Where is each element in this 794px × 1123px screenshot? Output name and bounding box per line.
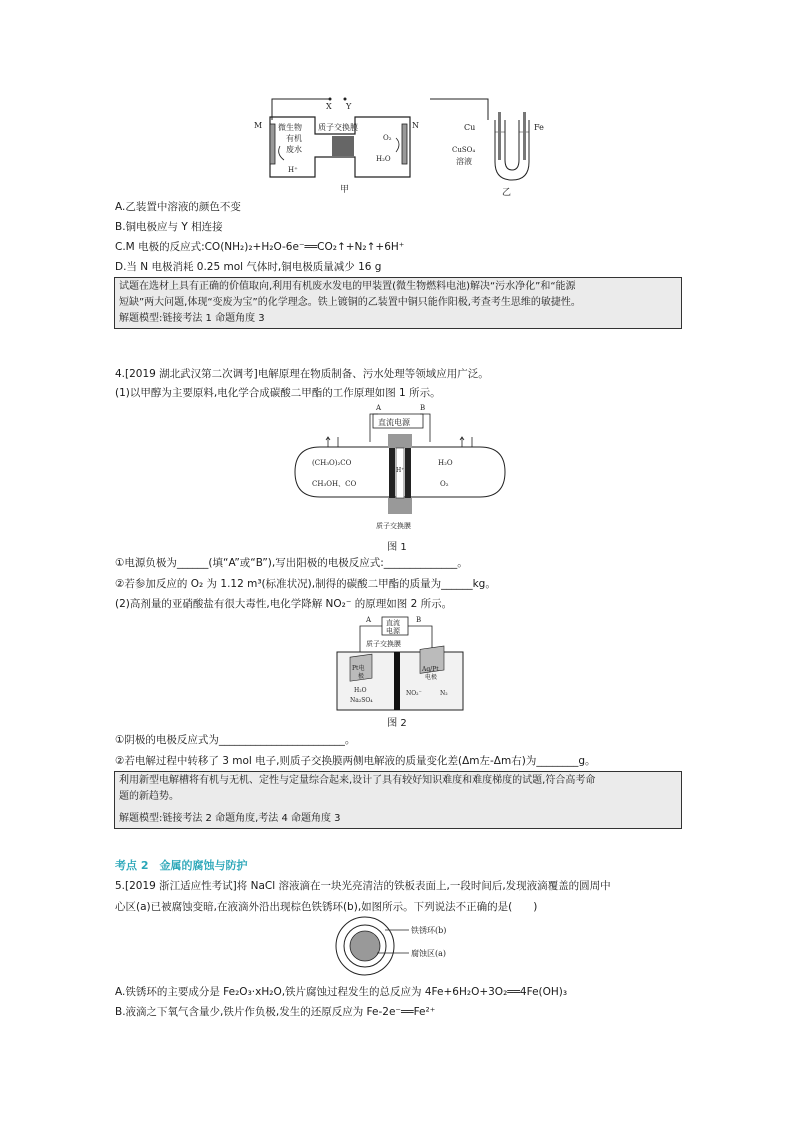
commentary-line: 短缺”两大问题,体现“变废为宝”的化学理念。铁上镀铜的乙装置中铜只能作阳极,考查考生思维的敏捷性。 xyxy=(119,297,581,308)
label-a: A xyxy=(376,404,382,412)
option-b: B.铜电极应与 Y 相连接 xyxy=(115,221,223,233)
electrode-n xyxy=(402,124,407,164)
label-pt: Pt电 xyxy=(352,665,365,672)
q4-sub2: ②若参加反应的 O₂ 为 1.12 m³(标准状况),制得的碳酸二甲酯的质量为______kg。 xyxy=(115,578,496,590)
electrode-cu xyxy=(498,112,501,160)
label-power-2: 电源 xyxy=(386,627,400,635)
label-hplus: H⁺ xyxy=(288,166,298,174)
q5-stem-1: 5.[2019 浙江适应性考试]将 NaCl 溶液滴在一块光亮清洁的铁板表面上,一段时间后,发现液滴覆盖的圆周中 xyxy=(115,880,611,892)
caption-yi: 乙 xyxy=(502,188,512,197)
label-pt-2: 极 xyxy=(358,673,365,680)
figure-2-nitrite-cell xyxy=(330,612,470,712)
fig1-caption: 图 1 xyxy=(387,542,407,553)
label-y: Y xyxy=(346,102,352,111)
label-b: B xyxy=(416,616,422,624)
label-m: M xyxy=(254,121,263,130)
label-n: N xyxy=(412,121,419,130)
label-cu: Cu xyxy=(464,123,476,132)
label-o2: O₂ xyxy=(440,480,449,488)
label-cuso4: CuSO₄ xyxy=(452,146,476,154)
electrode-m xyxy=(270,124,275,164)
membrane xyxy=(394,652,400,710)
label-power: 直流电源 xyxy=(378,418,410,427)
label-dmc: (CH₃O)₂CO xyxy=(312,459,352,467)
figure-1-dmc-cell xyxy=(290,402,520,537)
q5-stem-2: 心区(a)已被腐蚀变暗,在液滴外沿出现棕色铁锈环(b),如图所示。下列说法不正确的是( ) xyxy=(115,901,538,913)
commentary-model: 解题模型:链接考法 2 命题角度,考法 4 命题角度 3 xyxy=(119,813,341,824)
electrode-fe xyxy=(523,112,526,160)
label-n2: N₂ xyxy=(440,690,448,697)
q4-part2: (2)高剂量的亚硝酸盐有很大毒性,电化学降解 NO₂⁻ 的原理如图 2 所示。 xyxy=(115,598,453,610)
commentary-line: 题的新趋势。 xyxy=(119,791,179,802)
label-rust-ring: 铁锈环(b) xyxy=(411,926,447,935)
q4-sub1: ①电源负极为______(填“A”或“B”),写出阳极的电极反应式:______________。 xyxy=(115,557,468,569)
q5-option-a: A.铁锈环的主要成分是 Fe₂O₃·xH₂O,铁片腐蚀过程发生的总反应为 4Fe+6H₂O+3O₂══4Fe(OH)₃ xyxy=(115,986,568,998)
caption-jia: 甲 xyxy=(340,185,350,195)
label-hplus: H⁺ xyxy=(396,467,405,474)
label-b: B xyxy=(420,404,426,412)
commentary-line: 利用新型电解槽将有机与无机、定性与定量综合起来,设计了具有较好知识难度和难度梯度的试题,符合高考命 xyxy=(119,775,596,786)
option-c: C.M 电极的反应式:CO(NH₂)₂+H₂O-6e⁻══CO₂↑+N₂↑+6H⁺ xyxy=(115,241,405,253)
label-na2so4: Na₂SO₄ xyxy=(350,697,373,704)
label-microbe: 微生物 xyxy=(278,123,302,132)
option-a: A.乙装置中溶液的颜色不变 xyxy=(115,201,241,213)
label-membrane: 质子交换膜 xyxy=(376,522,411,530)
label-solution: 溶液 xyxy=(456,157,472,166)
label-wastewater: 废水 xyxy=(286,145,302,154)
q4-stem: 4.[2019 湖北武汉第二次调考]电解原理在物质制备、污水处理等领域应用广泛。 xyxy=(115,368,489,380)
q4-sub3: ①阴极的电极反应式为________________________。 xyxy=(115,734,356,746)
label-no2: NO₂⁻ xyxy=(406,690,422,697)
label-x: X xyxy=(326,102,332,111)
commentary-model: 解题模型:链接考法 1 命题角度 3 xyxy=(119,313,265,324)
option-d: D.当 N 电极消耗 0.25 mol 气体时,铜电极质量减少 16 g xyxy=(115,261,382,273)
q5-option-b: B.液滴之下氧气含量少,铁片作负极,发生的还原反应为 Fe-2e⁻══Fe²⁺ xyxy=(115,1006,436,1018)
label-agpt: Ag/Pt xyxy=(422,666,439,673)
figure-rust-ring xyxy=(335,915,475,977)
label-a: A xyxy=(366,616,372,624)
label-fe: Fe xyxy=(534,123,544,132)
label-membrane: 质子交换膜 xyxy=(366,640,401,648)
label-h2o: H₂O xyxy=(438,459,453,467)
q4-part1: (1)以甲醇为主要原料,电化学合成碳酸二甲酯的工作原理如图 1 所示。 xyxy=(115,387,441,399)
q4-sub4: ②若电解过程中转移了 3 mol 电子,则质子交换膜两侧电解液的质量变化差(Δm左-Δm右)为________g。 xyxy=(115,755,596,767)
label-membrane: 质子交换膜 xyxy=(318,123,358,132)
label-corrosion-zone: 腐蚀区(a) xyxy=(411,949,447,958)
label-h2o: H₂O xyxy=(354,687,367,694)
figure-cells xyxy=(240,92,560,197)
label-methanol: CH₃OH、CO xyxy=(312,480,357,488)
commentary-box-1 xyxy=(114,277,682,329)
commentary-box-2 xyxy=(114,771,682,829)
label-organic: 有机 xyxy=(286,134,302,143)
label-power-1: 直流 xyxy=(386,619,400,627)
label-o2: O₂ xyxy=(383,134,392,142)
commentary-line: 试题在选材上具有正确的价值取向,利用有机废水发电的甲装置(微生物燃料电池)解决“污水净化”和“能源 xyxy=(119,281,576,292)
fig2-caption: 图 2 xyxy=(387,718,407,729)
label-h2o: H₂O xyxy=(376,155,391,163)
label-agpt-2: 电极 xyxy=(425,674,438,681)
membrane-block xyxy=(332,136,354,156)
topic-heading: 考点 2 金属的腐蚀与防护 xyxy=(115,859,248,872)
